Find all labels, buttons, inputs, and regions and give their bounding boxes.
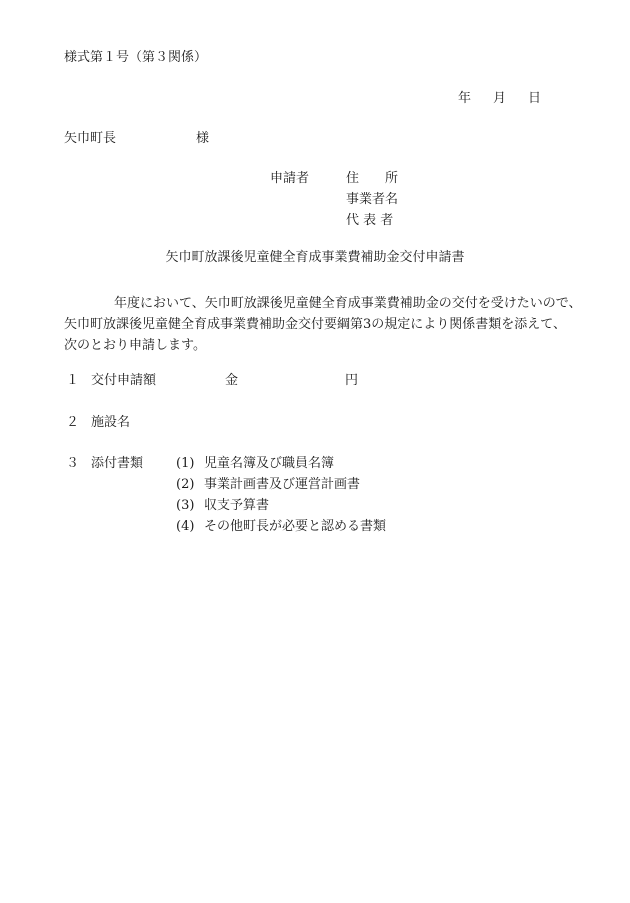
item-application-amount — [64, 374, 358, 387]
item-1-number: １ — [66, 373, 80, 388]
address-label-part1: 住 — [346, 171, 360, 186]
applicant-address-field — [346, 172, 398, 193]
date-line — [458, 92, 541, 105]
attachment-item — [176, 499, 386, 520]
body-line-1 — [64, 293, 594, 314]
applicant-representative-field: 代 表 者 — [346, 213, 394, 228]
applicant-fields — [346, 172, 398, 235]
attachment-text: その他町長が必要と認める書類 — [204, 519, 387, 534]
applicant-business-name-field: 事業者名 — [346, 192, 399, 207]
body-line-2: 矢巾町放課後児童健全育成事業費補助金交付要綱第3の規定により関係書類を添えて、 — [64, 317, 567, 332]
addressee-name: 矢巾町長 — [64, 131, 117, 146]
item-facility-name — [64, 416, 130, 429]
attachment-item — [176, 457, 386, 478]
form-number: 様式第１号（第３関係） — [64, 50, 208, 65]
item-attachments — [64, 457, 143, 470]
addressee-honorific: 様 — [196, 131, 210, 146]
attachment-number: (3) — [176, 498, 195, 513]
body-line-3: 次のとおり申請します。 — [64, 338, 206, 353]
item-2-number: ２ — [66, 415, 80, 430]
item-3-number: ３ — [66, 456, 80, 471]
date-month-label: 月 — [493, 91, 507, 106]
body-line-1-text: 年度において、矢巾町放課後児童健全育成事業費補助金の交付を受けたいので、 — [114, 296, 582, 311]
attachment-text: 事業計画書及び運営計画書 — [204, 477, 361, 492]
document-title: 矢巾町放課後児童健全育成事業費補助金交付申請書 — [165, 250, 465, 265]
attachment-text: 収支予算書 — [204, 498, 270, 513]
attachment-list — [176, 457, 386, 541]
attachment-number: (1) — [176, 456, 195, 471]
applicant-label: 申請者 — [270, 171, 310, 186]
address-label-part2: 所 — [385, 171, 399, 186]
date-year-label: 年 — [458, 91, 472, 106]
item-1-kin: 金 — [225, 373, 239, 388]
item-3-label: 添付書類 — [91, 456, 144, 471]
attachment-item — [176, 478, 386, 499]
item-1-label: 交付申請額 — [91, 373, 157, 388]
attachment-text: 児童名簿及び職員名簿 — [204, 456, 335, 471]
body-paragraph — [64, 293, 594, 356]
attachment-item — [176, 520, 386, 541]
addressee — [64, 132, 209, 145]
item-1-yen: 円 — [345, 373, 359, 388]
attachment-number: (2) — [176, 477, 195, 492]
date-day-label: 日 — [528, 91, 542, 106]
item-2-label: 施設名 — [91, 415, 131, 430]
attachment-number: (4) — [176, 519, 195, 534]
